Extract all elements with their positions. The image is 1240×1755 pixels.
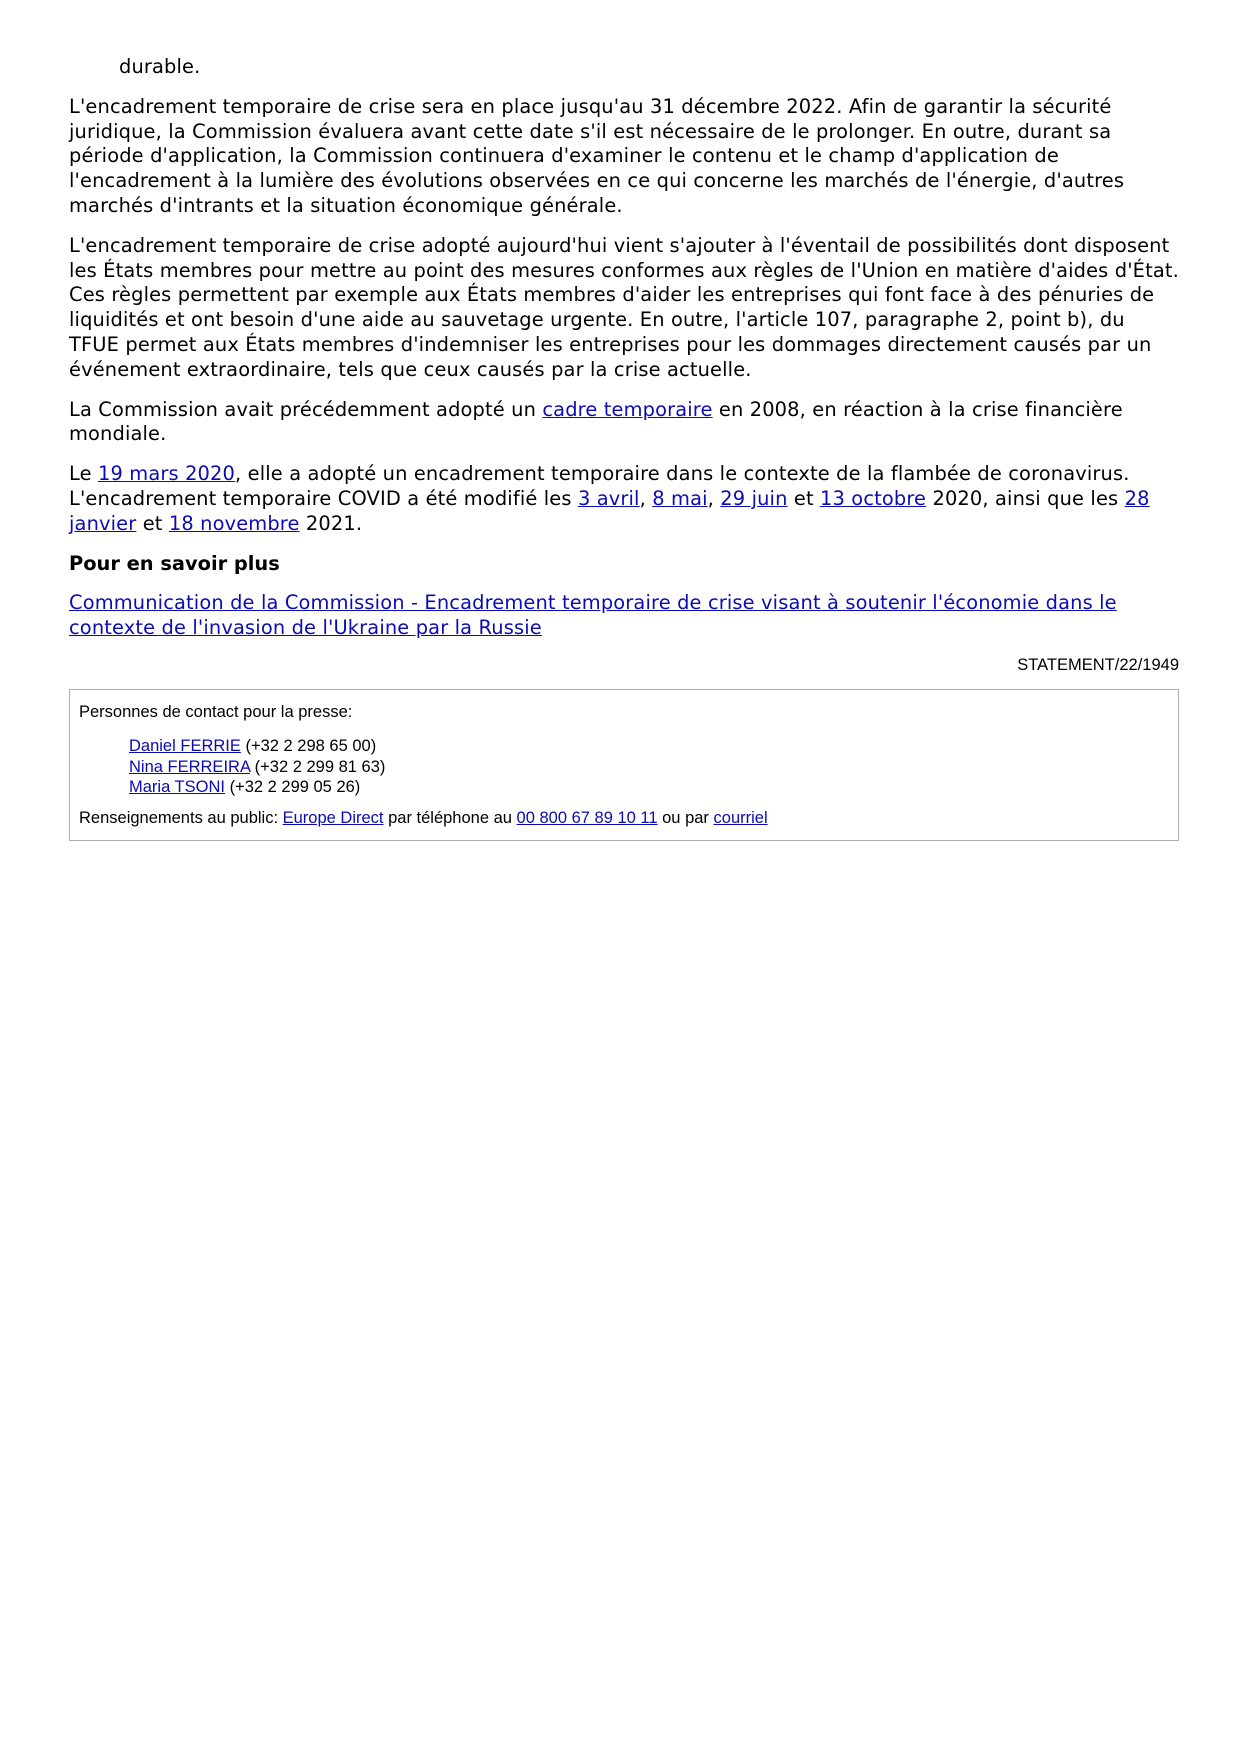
more-info-paragraph [69,591,1179,641]
para4-text: et [136,511,169,535]
contact-name-link[interactable]: Maria TSONI [129,778,225,797]
link-18-novembre[interactable]: 18 novembre [168,511,300,535]
contact-name-link[interactable]: Daniel FERRIE [129,737,241,756]
contact-item [129,757,1169,778]
contact-item [129,736,1169,757]
link-3-avril[interactable]: 3 avril [577,486,640,510]
europe-direct-link[interactable]: Europe Direct [282,808,384,827]
para3-text-after: en 2008, en réaction à la crise financière mondiale. [69,397,1123,446]
para4-text: Le [69,462,99,486]
contact-item [129,777,1169,798]
press-contact-box [69,689,1179,842]
cadre-temporaire-link[interactable]: cadre temporaire [542,397,713,421]
courriel-link[interactable]: courriel [713,808,768,827]
link-28-janvier[interactable]: 28 janvier [69,486,1150,535]
para4-text: 2021. [299,511,363,535]
para4-text: , elle a adopté un encadrement temporaire dans le contexte de la flambée de coronavirus. L'encadrement temporaire COVID a été modifié les [69,462,1130,510]
press-contact-title: Personnes de contact pour la presse: [79,702,353,721]
link-13-octobre[interactable]: 13 octobre [820,486,927,510]
para4-text: , [707,486,721,510]
contact-name-link[interactable]: Nina FERREIRA [129,757,251,776]
para3-text-before: La Commission avait précédemment adopté un [69,397,543,421]
contact-phone: (+32 2 298 65 00) [245,737,377,756]
public-info-text: ou par [657,808,714,827]
intro-fragment: durable. [119,55,201,78]
paragraph-2008-framework [69,398,1179,448]
document-body [69,55,1179,841]
paragraph-state-aid-rules: L'encadrement temporaire de crise adopté aujourd'hui vient s'ajouter à l'éventail de possibilités dont disposent les États membres pour mettre au point des mesures conformes aux règles de l'Union en matière d'aides d'État. Ces règles permettent par exemple aux États membres d'aider les entreprises qui font face à des pénuries de liquidités et ont besoin d'une aide au sauvetage urgente. En outre, l'article 107, paragraphe 2, point b), du TFUE permet aux États membres d'indemniser les entreprises pour les dommages directement causés par un événement extraordinaire, tels que ceux causés par la crise actuelle. [69,233,1179,381]
press-contact-list [79,736,1169,798]
contact-phone: (+32 2 299 81 63) [254,757,386,776]
para4-text: et [787,486,821,510]
link-19-mars-2020[interactable]: 19 mars 2020 [98,462,236,486]
communication-link[interactable]: Communication de la Commission - Encadrement temporaire de crise visant à soutenir l'économie dans le contexte de l'invasion de l'Ukraine par la Russie [69,591,1117,640]
link-8-mai[interactable]: 8 mai [652,486,708,510]
statement-reference: STATEMENT/22/1949 [1017,655,1179,674]
contact-phone: (+32 2 299 05 26) [229,778,361,797]
public-info-line [79,808,1169,829]
phone-number-link[interactable]: 00 800 67 89 10 11 [516,808,658,827]
paragraph-duration: L'encadrement temporaire de crise sera en place jusqu'au 31 décembre 2022. Afin de garantir la sécurité juridique, la Commission évaluera avant cette date s'il est nécessaire de le prolonger. En outre, durant sa période d'application, la Commission continuera d'examiner le contenu et le champ d'application de l'encadrement à la lumière des évolutions observées en ce qui concerne les marchés de l'énergie, d'autres marchés d'intrants et la situation économique générale. [69,94,1125,217]
paragraph-covid-framework [69,462,1179,536]
para4-text: , [639,486,653,510]
public-info-label: Renseignements au public: [79,808,283,827]
para4-text: 2020, ainsi que les [926,486,1125,510]
public-info-text: par téléphone au [383,808,517,827]
more-info-heading: Pour en savoir plus [69,551,280,575]
link-29-juin[interactable]: 29 juin [720,486,788,510]
